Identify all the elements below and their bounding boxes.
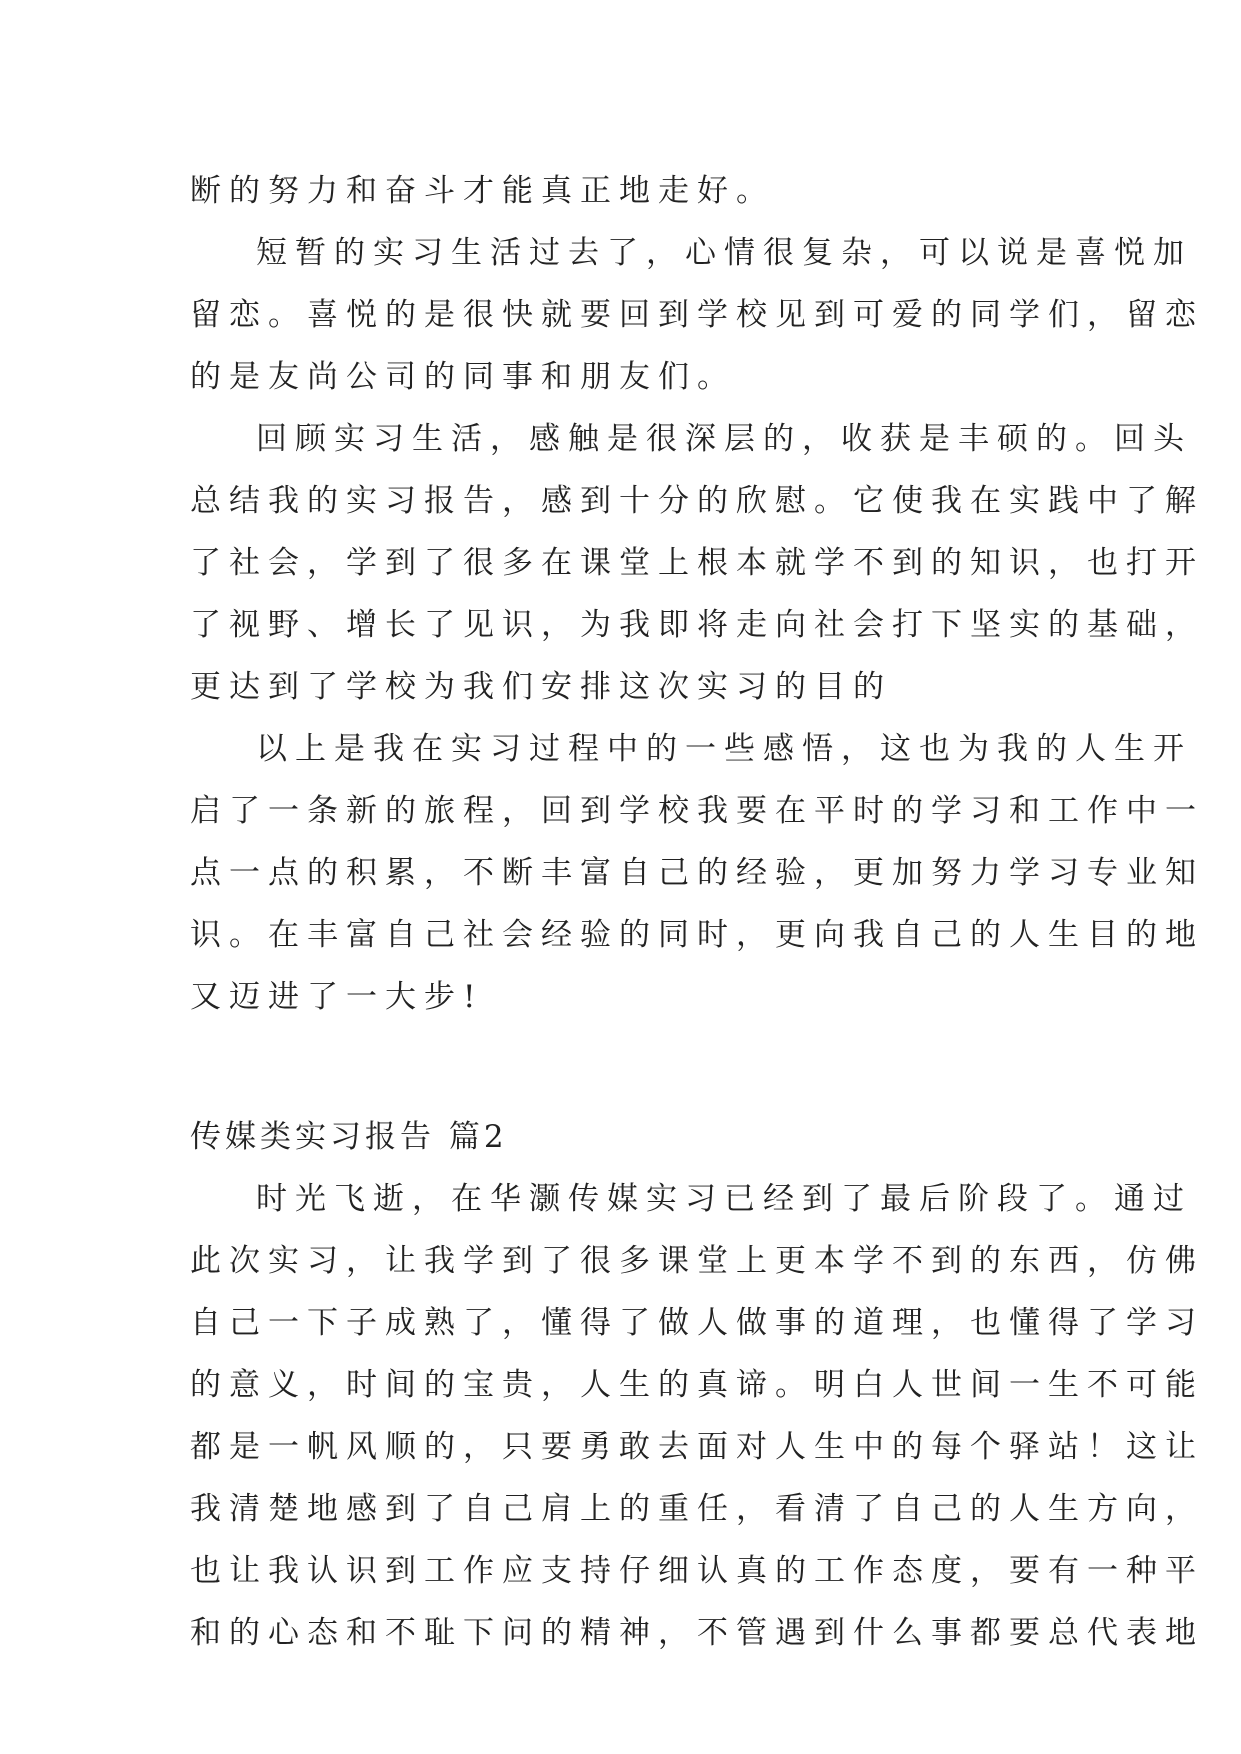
paragraph-reflection: [190, 718, 1204, 1028]
text-line: 断的努力和奋斗才能真正地走好。: [190, 173, 775, 209]
text-line: 启了一条新的旅程，回到学校我要在平时的学习和工作中一: [190, 793, 1204, 829]
text-line: 时光飞逝，在华灏传媒实习已经到了最后阶段了。通过: [256, 1181, 1192, 1217]
text-line: 总结我的实习报告，感到十分的欣慰。它使我在实践中了解: [190, 483, 1204, 519]
document-body: [190, 160, 1204, 1664]
paragraph-review: [190, 408, 1204, 718]
text-line: 短暂的实习生活过去了，心情很复杂，可以说是喜悦加: [256, 235, 1192, 271]
paragraph-continuation: [190, 160, 1052, 222]
paragraph-internship-end: [190, 222, 1204, 408]
section-spacer: [190, 1028, 1052, 1106]
text-line: 留恋。喜悦的是很快就要回到学校见到可爱的同学们，留恋: [190, 297, 1204, 333]
text-line: 以上是我在实习过程中的一些感悟，这也为我的人生开: [256, 731, 1192, 767]
text-line: 回顾实习生活，感触是很深层的，收获是丰硕的。回头: [256, 421, 1192, 457]
text-line: 点一点的积累，不断丰富自己的经验，更加努力学习专业知: [190, 855, 1204, 891]
text-line: 又迈进了一大步!: [190, 979, 484, 1015]
text-line: 的意义，时间的宝贵，人生的真谛。明白人世间一生不可能: [190, 1367, 1204, 1403]
text-line: 识。在丰富自己社会经验的同时，更向我自己的人生目的地: [190, 917, 1204, 953]
text-line: 此次实习，让我学到了很多课堂上更本学不到的东西，仿佛: [190, 1243, 1204, 1279]
paragraph-media-internship: [190, 1168, 1204, 1664]
text-line: 的是友尚公司的同事和朋友们。: [190, 359, 736, 395]
text-line: 自己一下子成熟了，懂得了做人做事的道理，也懂得了学习: [190, 1305, 1204, 1341]
text-line: 了社会，学到了很多在课堂上根本就学不到的知识，也打开: [190, 545, 1204, 581]
section-heading: 传媒类实习报告 篇2: [190, 1119, 508, 1155]
text-line: 更达到了学校为我们安排这次实习的目的: [190, 669, 892, 705]
text-line: 和的心态和不耻下问的精神，不管遇到什么事都要总代表地: [190, 1615, 1204, 1651]
text-line: 我清楚地感到了自己肩上的重任，看清了自己的人生方向，: [190, 1491, 1204, 1527]
text-line: 都是一帆风顺的，只要勇敢去面对人生中的每个驿站！这让: [190, 1429, 1204, 1465]
text-line: 了视野、增长了见识，为我即将走向社会打下坚实的基础，: [190, 607, 1204, 643]
text-line: 也让我认识到工作应支持仔细认真的工作态度，要有一种平: [190, 1553, 1204, 1589]
